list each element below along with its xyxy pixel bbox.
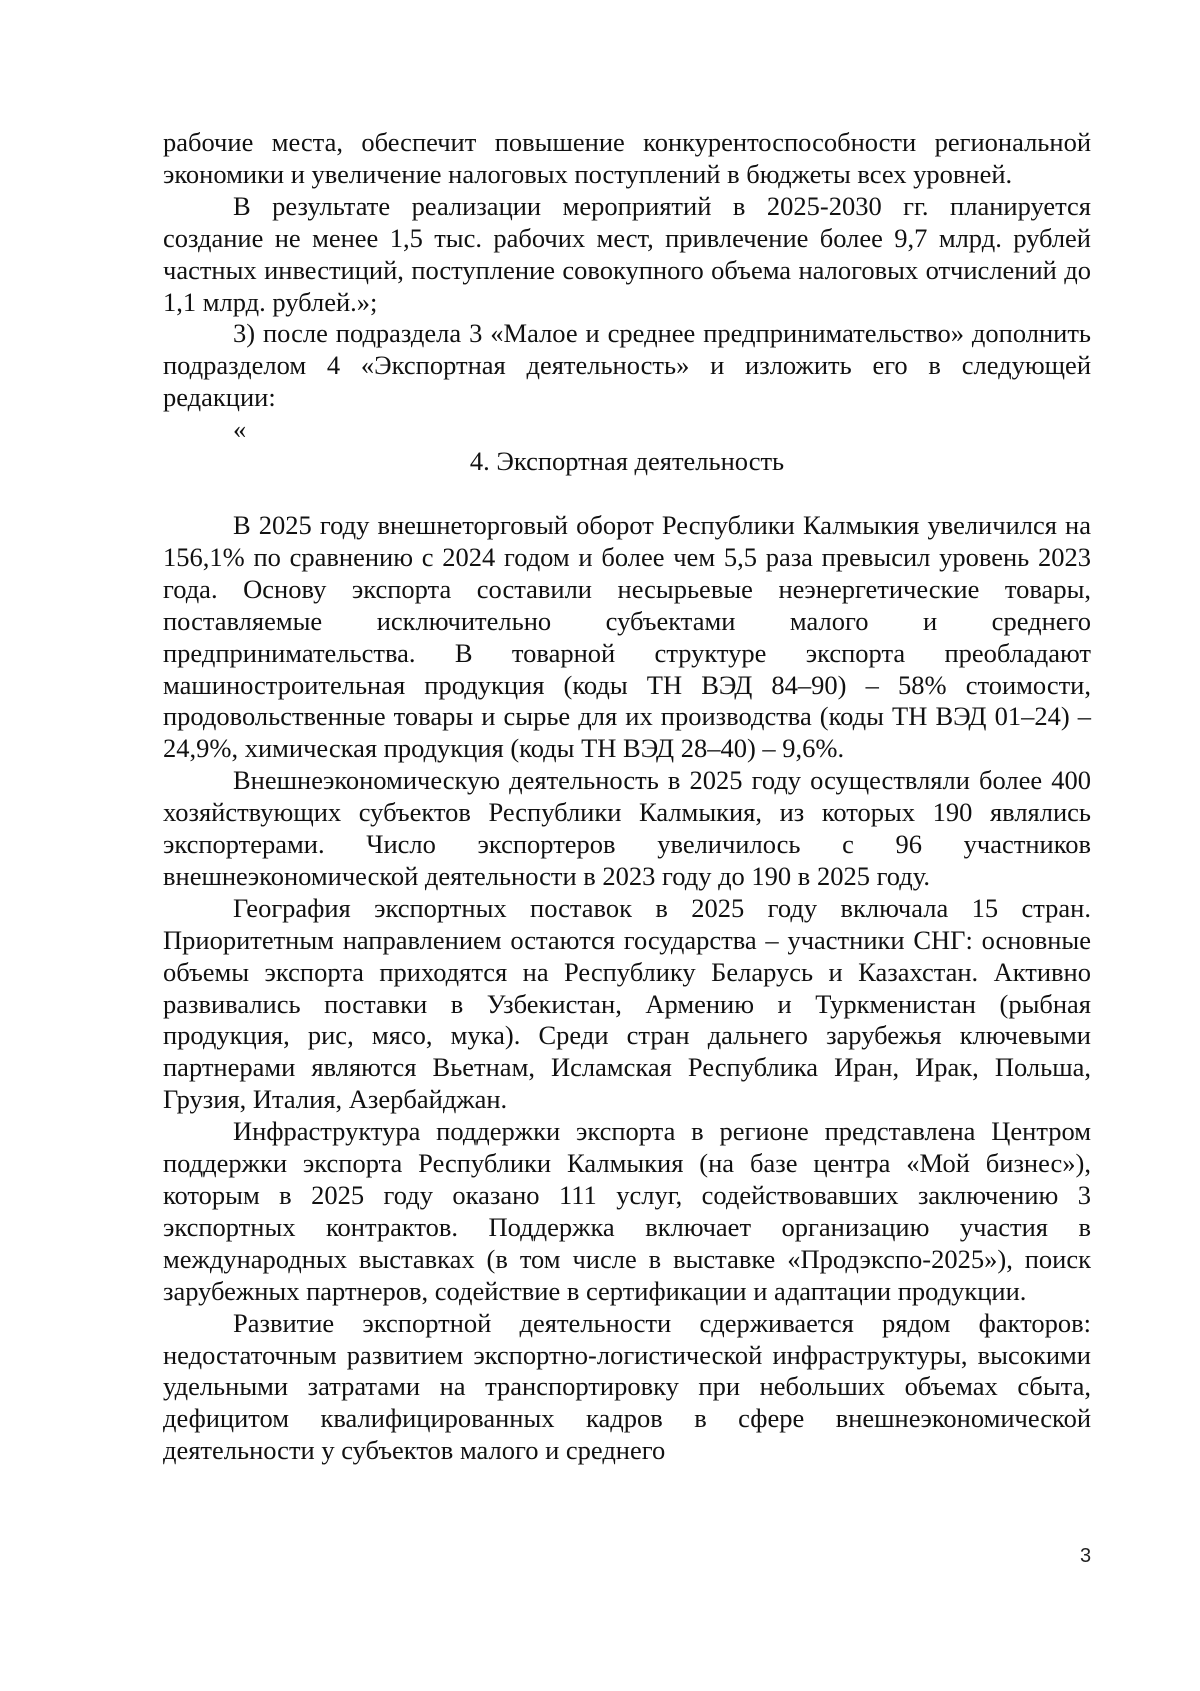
paragraph-constraints: Развитие экспортной деятельности сдерживается рядом факторов: недостаточным развитием экспортно-логистической инфраструктуры, высокими удельными затратами на транспортировку при небольших объемах сбыта, дефицитом квалифицированных кадров в сфере внешнеэкономической деятельности у субъектов малого и среднего [163, 1307, 1091, 1466]
paragraph-exporters: Внешнеэкономическую деятельность в 2025 году осуществляли более 400 хозяйствующих субъектов Республики Калмыкия, из которых 190 являлись экспортерами. Число экспортеров увеличилось с 96 участников внешнеэкономической деятельности в 2023 году до 190 в 2025 году. [163, 765, 1091, 891]
page-number: 3 [1080, 1545, 1092, 1567]
paragraph-amendment: 3) после подраздела 3 «Малое и среднее предпринимательство» дополнить подразделом 4 «Экспортная деятельность» и изложить его в следующей редакции: [163, 318, 1091, 413]
paragraph-continuation: рабочие места, обеспечит повышение конкурентоспособности региональной экономики и увеличение налоговых поступлений в бюджеты всех уровней. [163, 127, 1091, 189]
paragraph-trade-turnover: В 2025 году внешнеторговый оборот Республики Калмыкия увеличился на 156,1% по сравнению с 2024 годом и более чем 5,5 раза превысил уровень 2023 года. Основу экспорта составили несырьевые неэнергетические товары, поставляемые исключительно субъектами малого и среднего предпринимательства. В товарной структуре экспорта преобладают машиностроительная продукция (коды ТН ВЭД 84–90) – 58% стоимости, продовольственные товары и сырье для их производства (коды ТН ВЭД 01–24) – 24,9%, химическая продукция (коды ТН ВЭД 28–40) – 9,6%. [163, 509, 1091, 764]
paragraph-results: В результате реализации мероприятий в 2025-2030 гг. планируется создание не менее 1,5 тыс. рабочих мест, привлечение более 9,7 млрд. рублей частных инвестиций, поступление совокупного объема налоговых отчислений до 1,1 млрд. рублей.»; [163, 190, 1091, 317]
document-page [163, 127, 1091, 1467]
opening-quote-mark: « [233, 414, 247, 445]
section-heading: 4. Экспортная деятельность [469, 446, 785, 477]
paragraph-geography: География экспортных поставок в 2025 году включала 15 стран. Приоритетным направлением остаются государства – участники СНГ: основные объемы экспорта приходятся на Республику Беларусь и Казахстан. Активно развивались поставки в Узбекистан, Армению и Туркменистан (рыбная продукция, рис, мясо, мука). Среди стран дальнего зарубежья ключевыми партнерами являются Вьетнам, Исламская Республика Иран, Ирак, Польша, Грузия, Италия, Азербайджан. [163, 892, 1091, 1115]
paragraph-infrastructure: Инфраструктура поддержки экспорта в регионе представлена Центром поддержки экспорта Республики Калмыкия (на базе центра «Мой бизнес»), которым в 2025 году оказано 111 услуг, содействовавших заключению 3 экспортных контрактов. Поддержка включает организацию участия в международных выставках (в том числе в выставке «Продэкспо-2025»), поиск зарубежных партнеров, содействие в сертификации и адаптации продукции. [163, 1116, 1091, 1306]
